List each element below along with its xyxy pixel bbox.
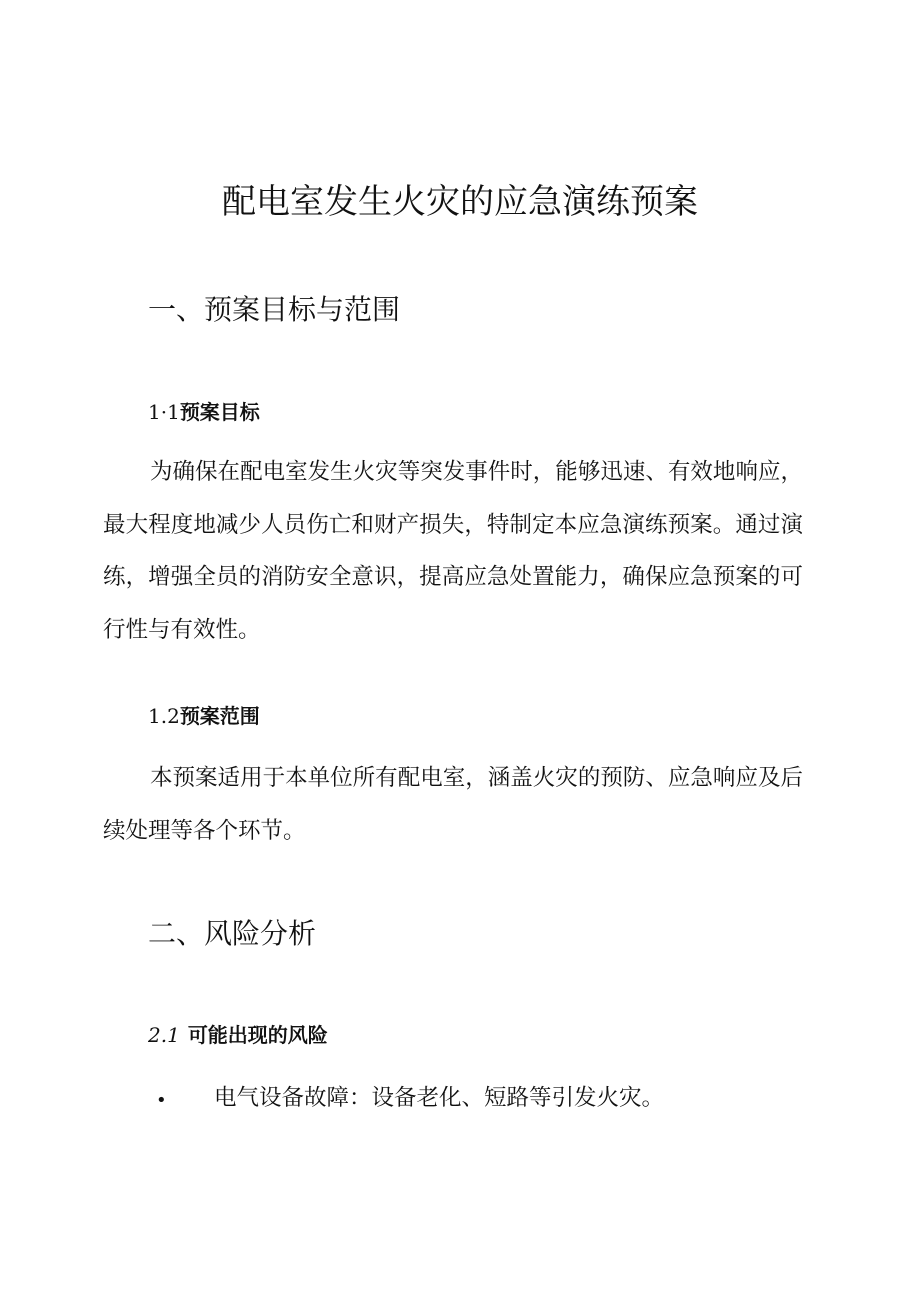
- subsection-heading-1-2: [148, 701, 260, 731]
- subsection-heading-2-1: [148, 1020, 328, 1050]
- section-heading-1: 一、预案目标与范围: [148, 293, 401, 326]
- subsection-title: 可能出现的风险: [187, 1023, 328, 1047]
- subsection-title: 预案范围: [179, 704, 260, 728]
- paragraph-plan-scope: 本预案适用于本单位所有配电室，涵盖火灾的预防、应急响应及后续处理等各个环节。: [103, 765, 803, 844]
- document-title: 配电室发生火灾的应急演练预案: [222, 182, 698, 222]
- subsection-number: 1.2: [148, 704, 180, 728]
- subsection-heading-1-1: [148, 397, 260, 427]
- list-item: [150, 1080, 810, 1116]
- bullet-text: 电气设备故障：设备老化、短路等引发火灾。: [214, 1085, 665, 1111]
- paragraph-plan-objective: 为确保在配电室发生火灾等突发事件时，能够迅速、有效地响应，最大程度地减少人员伤亡和财产损失，特制定本应急演练预案。通过演练，增强全员的消防安全意识，提高应急处置能力，确保应急预案的可行性与有效性。: [103, 459, 803, 643]
- subsection-number: 2.1: [148, 1023, 180, 1047]
- bullet-marker: •: [156, 1090, 167, 1111]
- subsection-title: 预案目标: [179, 400, 260, 424]
- subsection-number: 1·1: [148, 400, 180, 424]
- section-heading-2: 二、风险分析: [148, 917, 317, 950]
